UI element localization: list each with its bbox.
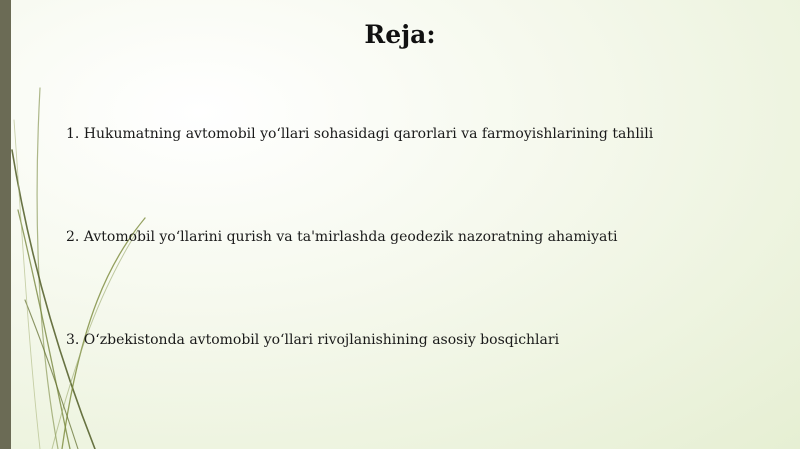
decorative-lines-graphic	[0, 0, 200, 449]
plan-item-2: 2. Avtomobil yo‘llarini qurish va ta'mirlashda geodezik nazoratning ahamiyati	[66, 229, 618, 245]
plan-item-1: 1. Hukumatning avtomobil yo‘llari sohasidagi qarorlari va farmoyishlarining tahlili	[66, 126, 654, 142]
slide-title: Reja:	[364, 20, 436, 49]
plan-item-3: 3. O‘zbekistonda avtomobil yo‘llari rivojlanishining asosiy bosqichlari	[66, 332, 560, 348]
